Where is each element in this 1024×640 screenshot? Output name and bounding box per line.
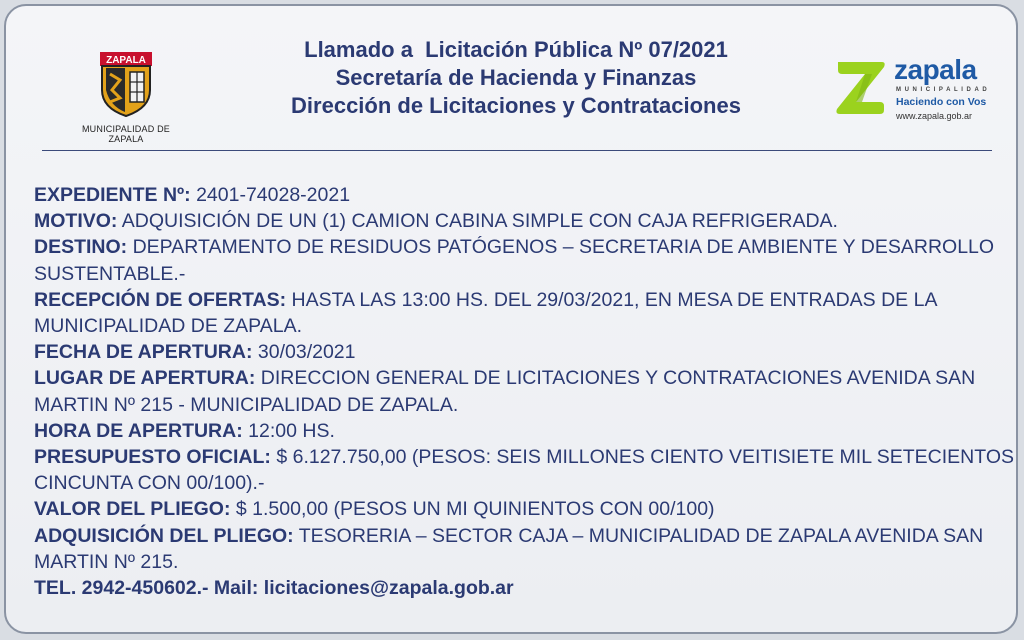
valor-value: $ 1.500,00 (PESOS UN MI QUINIENTOS CON 00/100) [230,498,715,521]
fecha-label: FECHA DE APERTURA: [34,341,253,364]
expediente-label: EXPEDIENTE Nº: [34,184,191,206]
lugar-label: LUGAR DE APERTURA: [34,367,256,390]
presupuesto-value: $ 6.127.750,00 (PESOS: SEIS MILLONES CIENTO VEITISIETE MIL SETECIENTOS CINCUNTA CON 00/100).- [34,446,1014,495]
recepcion-line [34,287,1014,339]
expediente-value: 2401-74028-2021 [190,184,351,206]
fecha-line [34,339,1014,365]
contact-line [34,575,1014,601]
municipal-caption: MUNICIPALIDAD DE ZAPALA [81,124,171,144]
expediente-line [34,182,1014,208]
notice-card [4,4,1018,634]
directorate-title: Dirección de Licitaciones y Contrataciones [291,93,741,118]
municipal-coat-of-arms [66,50,186,144]
contact-text[interactable]: TEL. 2942-450602.- Mail: licitaciones@zapala.gob.ar [34,577,514,600]
notice-body [34,182,1014,601]
hora-line [34,418,1014,444]
fecha-value: 30/03/2021 [252,341,356,364]
brand-name: zapala [894,54,977,85]
coat-of-arms-icon [98,50,154,118]
presupuesto-line [34,444,1014,496]
destino-line [34,234,1014,286]
brand-url[interactable]: www.zapala.gob.ar [896,111,973,121]
valor-label: VALOR DEL PLIEGO: [34,498,231,521]
destino-label: DESTINO: [34,236,128,259]
header-divider [42,150,992,151]
hora-label: HORA DE APERTURA: [34,419,243,442]
destino-value: DEPARTAMENTO DE RESIDUOS PATÓGENOS – SECRETARIA DE AMBIENTE Y DESARROLLO SUSTENTABLE.- [34,236,995,285]
secretariat-title: Secretaría de Hacienda y Finanzas [335,65,697,90]
motivo-line [34,208,1014,234]
lugar-line [34,365,1014,417]
page-title: Llamado a Licitación Pública Nº 07/2021 [304,37,728,62]
adquisicion-line [34,523,1014,575]
valor-line [34,496,1014,522]
brand-subtitle: MUNICIPALIDAD [896,87,991,93]
lugar-value: DIRECCION GENERAL DE LICITACIONES Y CONTRATACIONES AVENIDA SAN MARTIN Nº 215 - MUNICIPALIDAD DE ZAPALA. [34,367,976,416]
hora-value: 12:00 HS. [242,419,335,442]
adquisicion-value: TESORERIA – SECTOR CAJA – MUNICIPALIDAD DE ZAPALA AVENIDA SAN MARTIN Nº 215. [34,524,984,573]
svg-text:ZAPALA: ZAPALA [106,55,146,66]
recepcion-value: HASTA LAS 13:00 HS. DEL 29/03/2021, EN MESA DE ENTRADAS DE LA MUNICIPALIDAD DE ZAPALA. [34,288,937,338]
zapala-z-icon [832,56,888,116]
adquisicion-label: ADQUISICIÓN DEL PLIEGO: [34,524,294,547]
recepcion-label: RECEPCIÓN DE OFERTAS: [34,288,287,311]
zapala-brand-logo [832,56,1002,126]
motivo-label: MOTIVO: [34,210,118,233]
page-header [216,36,816,120]
brand-slogan: Haciendo con Vos [896,96,987,108]
motivo-value: ADQUISICIÓN DE UN (1) CAMION CABINA SIMPLE CON CAJA REFRIGERADA. [117,210,838,233]
presupuesto-label: PRESUPUESTO OFICIAL: [34,446,271,469]
